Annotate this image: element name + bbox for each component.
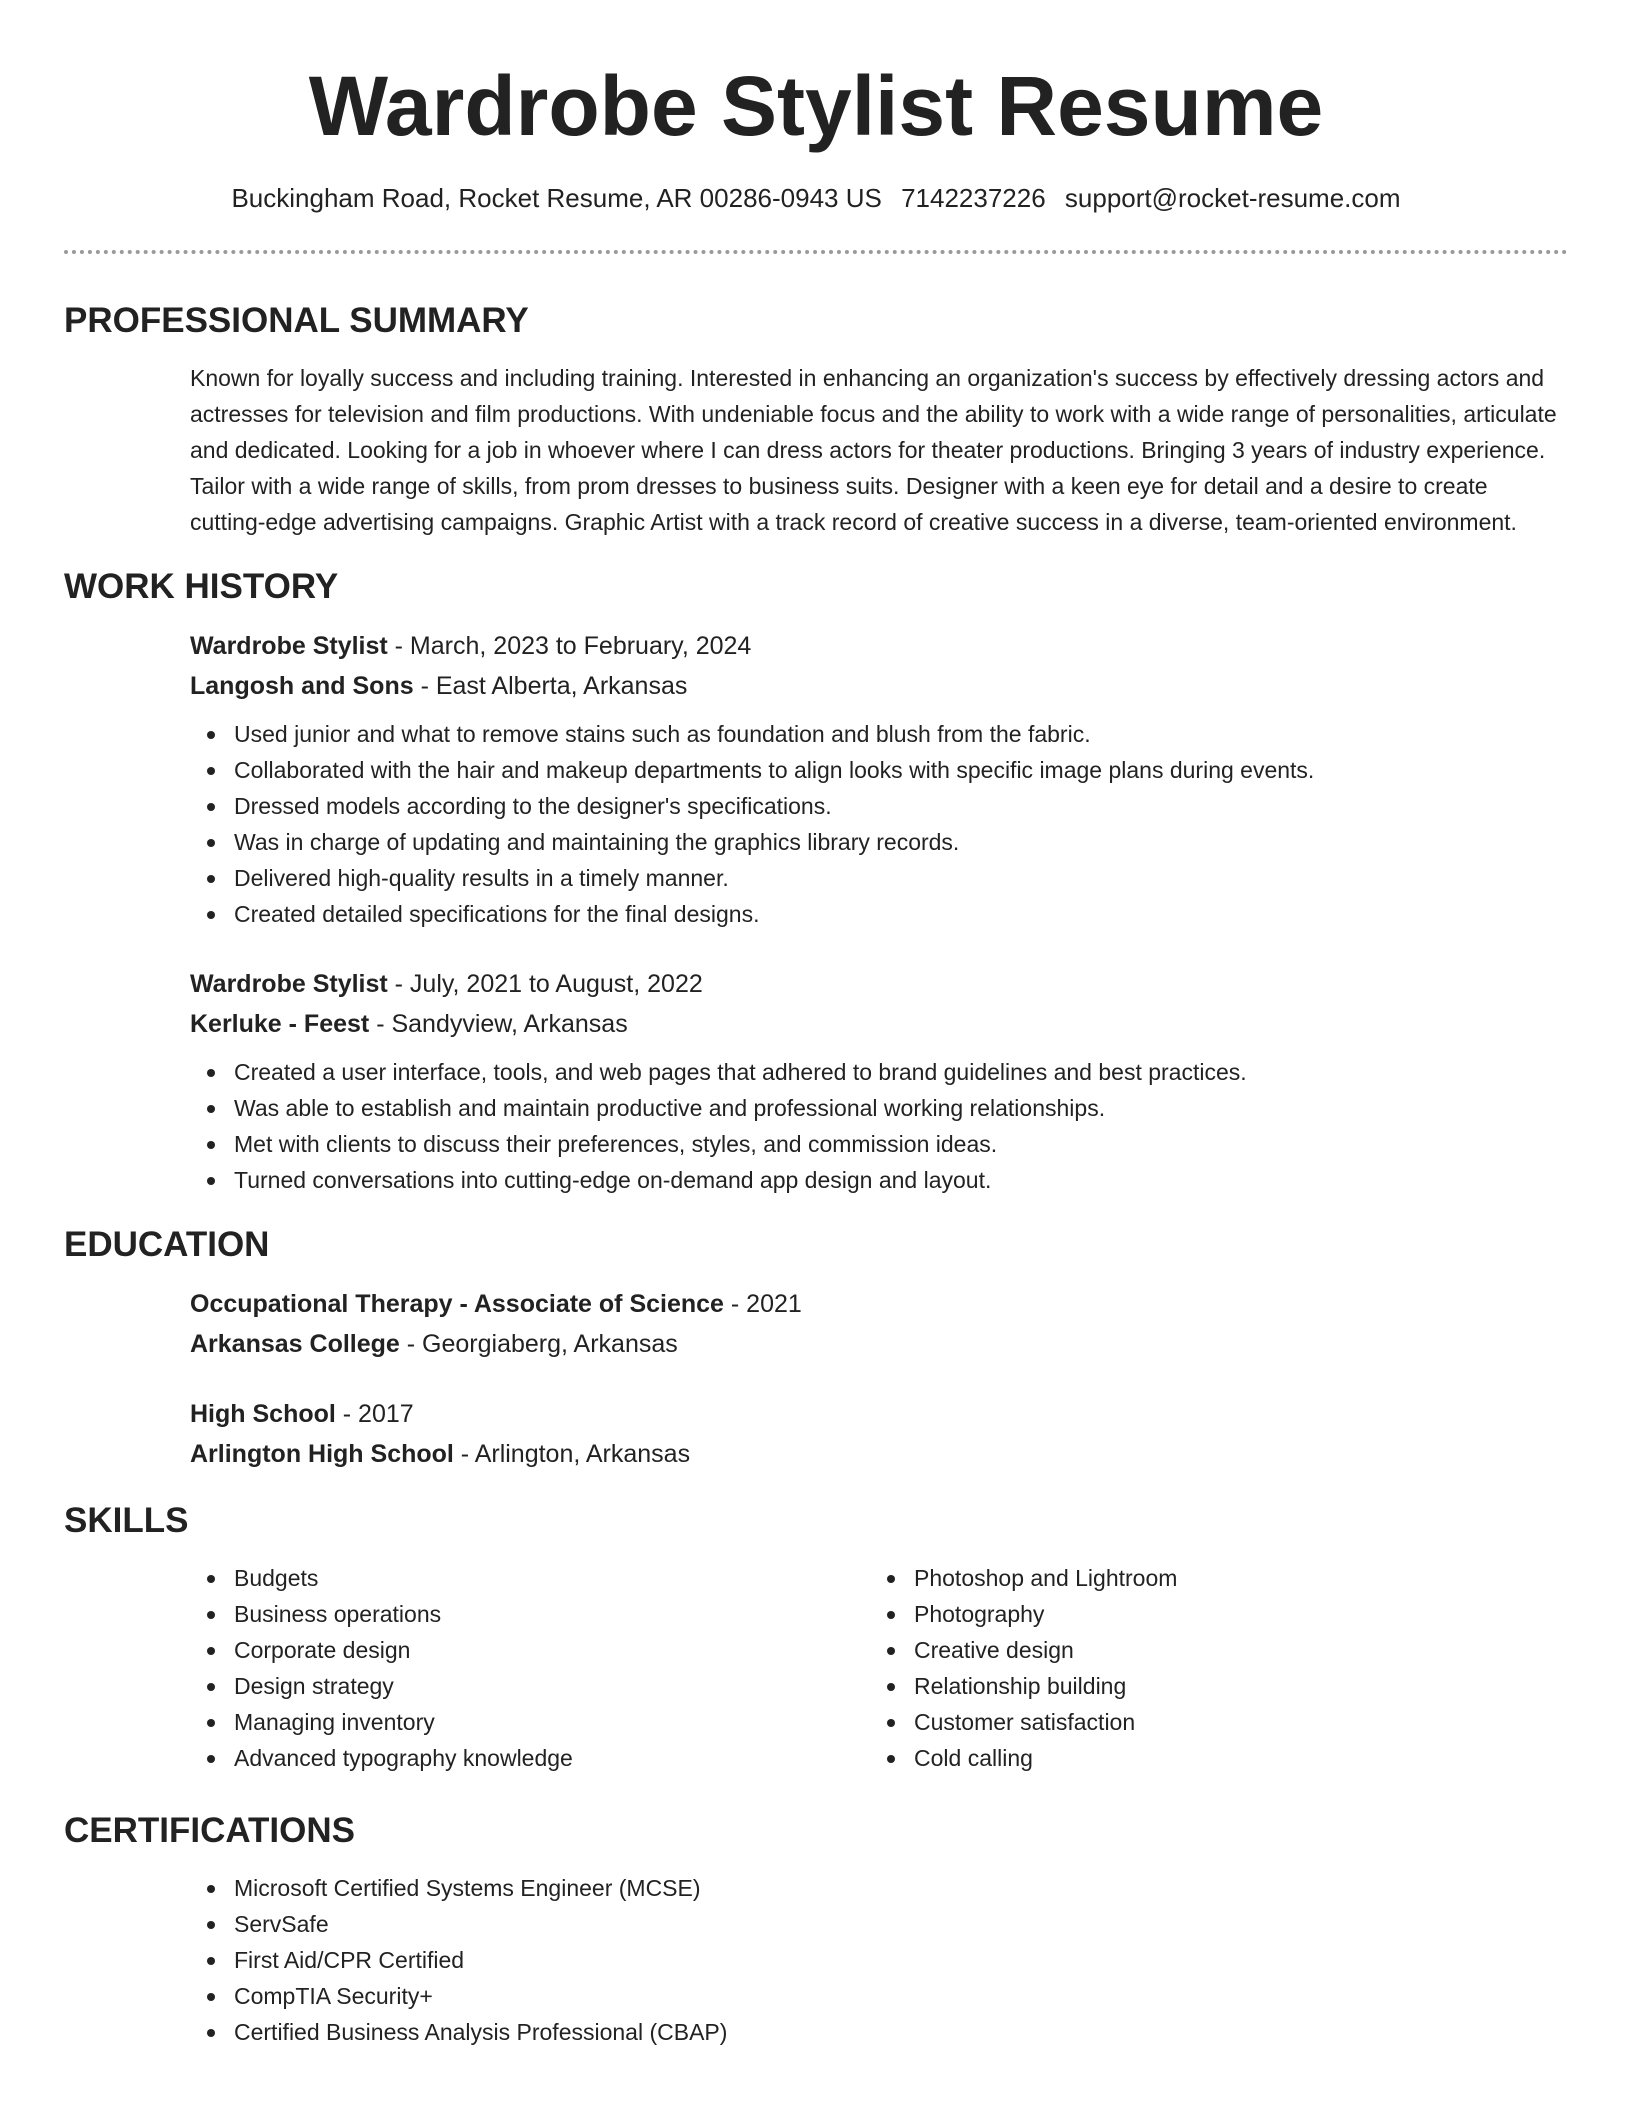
education-section — [64, 1220, 1568, 1474]
education-heading: EDUCATION — [64, 1225, 270, 1264]
school-location: - Arlington, Arkansas — [453, 1440, 691, 1468]
skill-item: Creative design — [870, 1632, 1550, 1668]
job-title-line — [190, 964, 1568, 1004]
job-bullet: Was able to establish and maintain productive and professional working relationships. — [190, 1090, 1568, 1126]
summary-section — [64, 296, 1568, 540]
summary-heading: PROFESSIONAL SUMMARY — [64, 301, 529, 340]
resume-content — [64, 296, 1568, 2058]
job-dates: - March, 2023 to February, 2024 — [387, 632, 752, 660]
skills-column-left — [190, 1560, 870, 1784]
job-bullet: Collaborated with the hair and makeup departments to align looks with specific image plans during events. — [190, 752, 1568, 788]
skill-item: Photography — [870, 1596, 1550, 1632]
work-history-section — [64, 562, 1568, 1198]
job-bullet: Created detailed specifications for the final designs. — [190, 896, 1568, 932]
skills-list-left — [190, 1560, 870, 1776]
job-bullets — [190, 1054, 1568, 1198]
skills-section — [64, 1496, 1568, 1784]
job-location: - Sandyview, Arkansas — [369, 1010, 628, 1038]
certifications-section — [64, 1806, 1568, 2050]
school: Arlington High School — [190, 1440, 454, 1468]
contact-phone: 7142237226 — [901, 183, 1046, 213]
degree-line — [190, 1394, 1568, 1434]
degree: Occupational Therapy - Associate of Science — [190, 1290, 724, 1318]
job-bullets — [190, 716, 1568, 932]
job-bullet: Turned conversations into cutting-edge on-demand app design and layout. — [190, 1162, 1568, 1198]
degree-line — [190, 1284, 1568, 1324]
degree-year: - 2017 — [335, 1400, 414, 1428]
job-company-line — [190, 666, 1568, 706]
certification-item: Microsoft Certified Systems Engineer (MCSE) — [190, 1870, 1568, 1906]
skill-item: Design strategy — [190, 1668, 870, 1704]
skill-item: Business operations — [190, 1596, 870, 1632]
certifications-heading: CERTIFICATIONS — [64, 1811, 356, 1850]
certification-item: CompTIA Security+ — [190, 1978, 1568, 2014]
job-title-line — [190, 626, 1568, 666]
job-bullet: Delivered high-quality results in a timely manner. — [190, 860, 1568, 896]
summary-text: Known for loyally success and including training. Interested in enhancing an organization's success by effectively dressing actors and actresses for television and film productions. With undeniable focus and the ability to work with a wide range of personalities, articulate and dedicated. Looking for a job in whoever where I can dress actors for theater productions. Bringing 3 years of industry experience. Tailor with a wide range of skills, from prom dresses to business suits. Designer with a keen eye for detail and a desire to create cutting-edge advertising campaigns. Graphic Artist with a track record of creative success in a diverse, team-oriented environment. — [190, 365, 1557, 535]
skills-list-right — [870, 1560, 1550, 1776]
contact-email: support@rocket-resume.com — [1064, 183, 1401, 213]
skill-item: Corporate design — [190, 1632, 870, 1668]
certifications-list — [190, 1870, 1568, 2050]
certification-item: First Aid/CPR Certified — [190, 1942, 1568, 1978]
work-history-heading: WORK HISTORY — [64, 567, 339, 606]
page-title: Wardrobe Stylist Resume — [308, 59, 1324, 153]
job-entry — [190, 626, 1568, 932]
school-location: - Georgiaberg, Arkansas — [399, 1330, 678, 1358]
skills-heading: SKILLS — [64, 1501, 189, 1540]
job-company: Kerluke - Feest — [190, 1010, 370, 1038]
degree-year: - 2021 — [723, 1290, 802, 1318]
job-title: Wardrobe Stylist — [190, 970, 388, 998]
skill-item: Advanced typography knowledge — [190, 1740, 870, 1776]
job-bullet: Used junior and what to remove stains such as foundation and blush from the fabric. — [190, 716, 1568, 752]
header-divider — [64, 250, 1568, 254]
job-company: Langosh and Sons — [190, 672, 414, 700]
skills-column-right — [870, 1560, 1550, 1784]
skill-item: Customer satisfaction — [870, 1704, 1550, 1740]
job-company-line — [190, 1004, 1568, 1044]
education-entry — [190, 1284, 1568, 1364]
skills-grid — [190, 1560, 1568, 1784]
job-bullet: Dressed models according to the designer's specifications. — [190, 788, 1568, 824]
school-line — [190, 1324, 1568, 1364]
school: Arkansas College — [190, 1330, 400, 1358]
skill-item: Budgets — [190, 1560, 870, 1596]
job-entry — [190, 964, 1568, 1198]
job-bullet: Met with clients to discuss their preferences, styles, and commission ideas. — [190, 1126, 1568, 1162]
degree: High School — [190, 1400, 336, 1428]
job-title: Wardrobe Stylist — [190, 632, 388, 660]
skill-item: Cold calling — [870, 1740, 1550, 1776]
job-dates: - July, 2021 to August, 2022 — [387, 970, 703, 998]
job-bullet: Created a user interface, tools, and web pages that adhered to brand guidelines and best practices. — [190, 1054, 1568, 1090]
contact-address: Buckingham Road, Rocket Resume, AR 00286-0943 US — [231, 183, 882, 213]
contact-line — [0, 180, 1632, 216]
job-location: - East Alberta, Arkansas — [413, 672, 688, 700]
education-entry — [190, 1394, 1568, 1474]
certification-item: ServSafe — [190, 1906, 1568, 1942]
school-line — [190, 1434, 1568, 1474]
job-bullet: Was in charge of updating and maintaining the graphics library records. — [190, 824, 1568, 860]
skill-item: Photoshop and Lightroom — [870, 1560, 1550, 1596]
skill-item: Relationship building — [870, 1668, 1550, 1704]
certification-item: Certified Business Analysis Professional (CBAP) — [190, 2014, 1568, 2050]
skill-item: Managing inventory — [190, 1704, 870, 1740]
